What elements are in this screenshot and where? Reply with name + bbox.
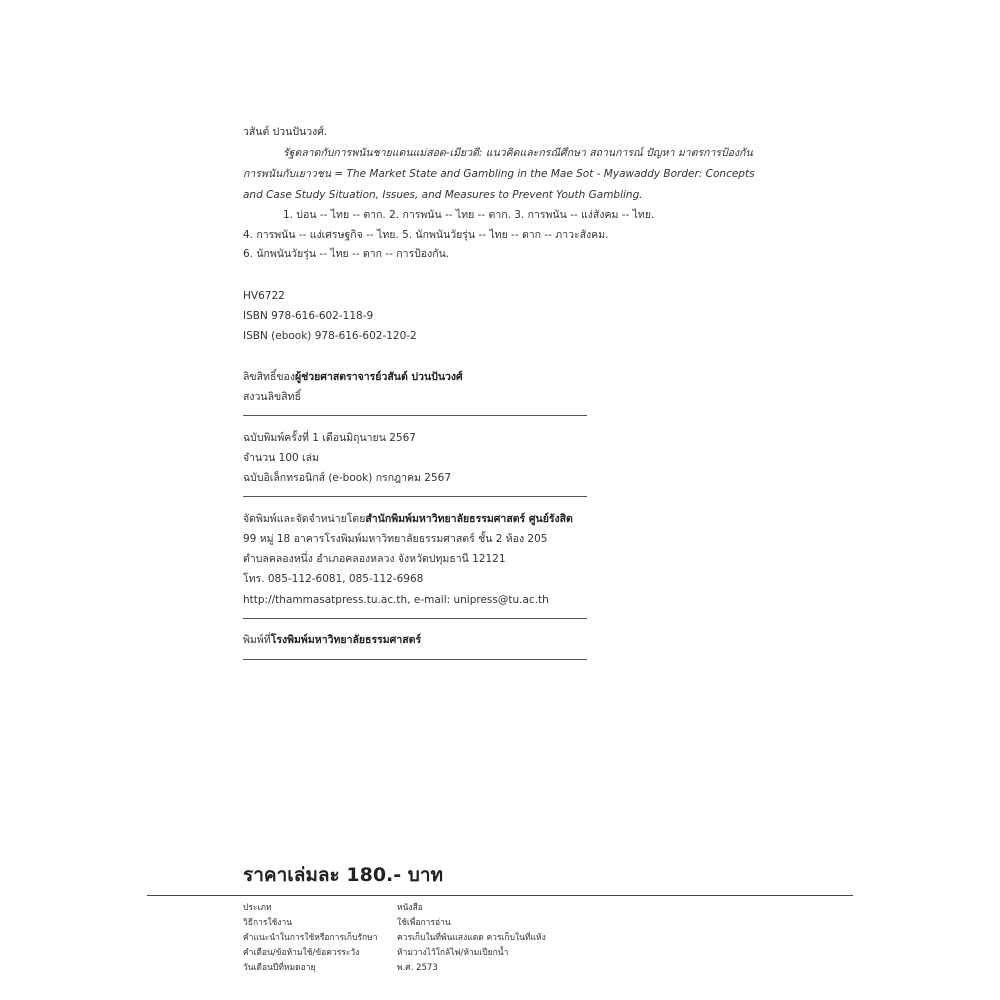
info-value: ควรเก็บในที่พ้นแสงแดด ควรเก็บในที่แห้ง <box>397 933 546 943</box>
info-label: วันเดือนปีที่หมดอายุ <box>243 963 316 973</box>
call-number: HV6722 <box>243 290 285 302</box>
copyright-line <box>243 370 463 384</box>
first-print: ฉบับพิมพ์ครั้งที่ 1 เดือนมิถุนายน 2567 <box>243 432 416 444</box>
divider <box>243 496 587 497</box>
subject-line-3: 6. นักพนันวัยรุ่น -- ไทย -- ตาก -- การป้องกัน. <box>243 248 450 260</box>
print-copies: จำนวน 100 เล่ม <box>243 452 319 464</box>
publisher-prefix: จัดพิมพ์และจัดจำหน่ายโดย <box>243 513 366 525</box>
publisher-web: http://thammasatpress.tu.ac.th, e-mail: unipress@tu.ac.th <box>243 594 549 606</box>
info-label: คำเตือน/ข้อห้ามใช้/ข้อควรระวัง <box>243 948 360 958</box>
subject-line-1: 1. บ่อน -- ไทย -- ตาก. 2. การพนัน -- ไทย -- ตาก. 3. การพนัน -- แง่สังคม -- ไทย. <box>283 209 655 221</box>
product-info-values <box>397 901 546 976</box>
title-line-2: การพนันกับเยาวชน = The Market State and Gambling in the Mae Sot - Myawaddy Border: Concepts <box>243 168 755 180</box>
publisher-phone: โทร. 085-112-6081, 085-112-6968 <box>243 573 424 585</box>
rights-reserved: สงวนลิขสิทธิ์ <box>243 391 301 403</box>
printer-prefix: พิมพ์ที่ <box>243 634 271 646</box>
isbn-ebook: ISBN (ebook) 978-616-602-120-2 <box>243 330 417 342</box>
copyright-holder: ผู้ช่วยศาสตราจารย์วสันต์ ปวนปันวงศ์ <box>294 371 463 383</box>
printer-name: โรงพิมพ์มหาวิทยาลัยธรรมศาสตร์ <box>270 634 422 646</box>
divider <box>243 415 587 416</box>
copyright-prefix: ลิขสิทธิ์ของ <box>243 371 295 383</box>
info-value: หนังสือ <box>397 903 423 913</box>
product-info-labels <box>243 901 378 976</box>
publisher-line <box>243 512 573 526</box>
info-value: ห้ามวางไว้ใกล้ไฟ/ห้ามเปียกน้ำ <box>397 948 509 958</box>
isbn: ISBN 978-616-602-118-9 <box>243 310 374 322</box>
info-label: วิธีการใช้งาน <box>243 918 293 928</box>
info-value: พ.ศ. 2573 <box>397 963 438 973</box>
printer-line <box>243 633 421 647</box>
title-line-1: รัฐตลาดกับการพนันชายแดนแม่สอด-เมียวดี: แนวคิดและกรณีศึกษา สถานการณ์ ปัญหา มาตรการป้องกัน <box>283 147 753 159</box>
publisher-address-2: ตำบลคลองหนึ่ง อำเภอคลองหลวง จังหวัดปทุมธานี 12121 <box>243 553 506 565</box>
ebook-edition: ฉบับอิเล็กทรอนิกส์ (e-book) กรกฎาคม 2567 <box>243 472 451 484</box>
price-label: ราคาเล่มละ 180.- บาท <box>243 864 444 886</box>
subject-line-2: 4. การพนัน -- แง่เศรษฐกิจ -- ไทย. 5. นักพนันวัยรุ่น -- ไทย -- ตาก -- ภาวะสังคม. <box>243 229 609 241</box>
title-line-3: and Case Study Situation, Issues, and Measures to Prevent Youth Gambling. <box>243 189 643 201</box>
divider <box>243 618 587 619</box>
info-label: ประเภท <box>243 903 272 913</box>
info-label: คำแนะนำในการใช้หรือการเก็บรักษา <box>243 933 378 943</box>
publisher-name: สำนักพิมพ์มหาวิทยาลัยธรรมศาสตร์ ศูนย์รังสิต <box>365 513 573 525</box>
divider <box>243 659 587 660</box>
info-value: ใช้เพื่อการอ่าน <box>397 918 451 928</box>
publisher-address-1: 99 หมู่ 18 อาคารโรงพิมพ์มหาวิทยาลัยธรรมศาสตร์ ชั้น 2 ห้อง 205 <box>243 533 548 545</box>
author-entry: วสันต์ ปวนปันวงศ์. <box>243 126 328 138</box>
divider <box>147 895 853 896</box>
